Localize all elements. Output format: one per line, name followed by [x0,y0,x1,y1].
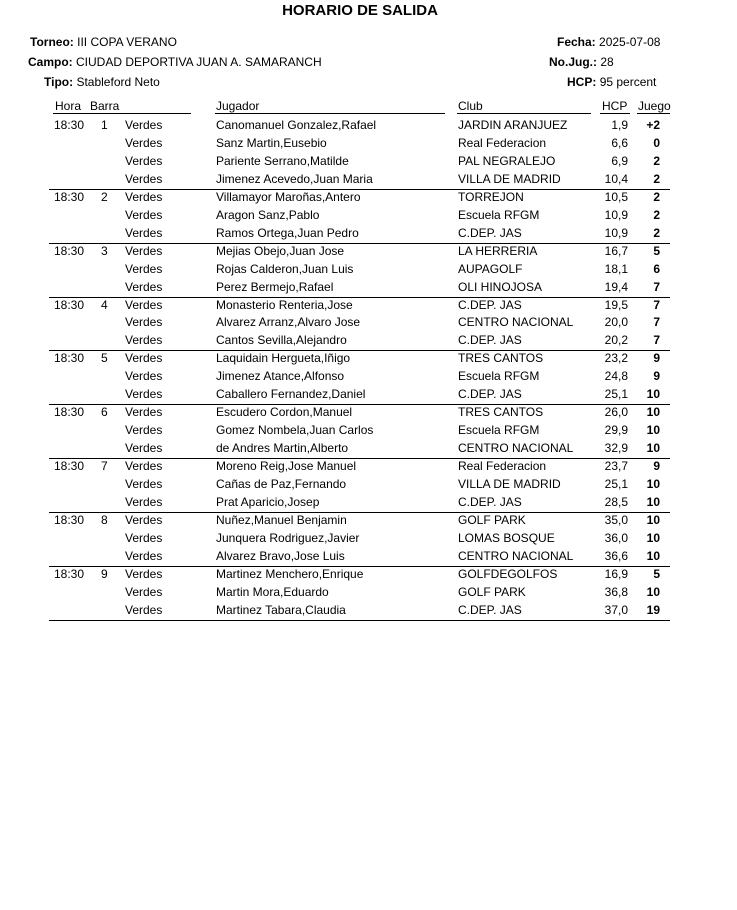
player-hcp: 10,9 [604,207,628,222]
column-header-barra: Barra [90,99,120,113]
tee-number: 3 [101,243,108,258]
player-name: Nuñez,Manuel Benjamin [216,512,347,527]
player-name: Jimenez Acevedo,Juan Maria [216,171,373,186]
hcp-value: 95 percent [599,75,657,89]
player-club: C.DEP. JAS [458,602,522,617]
tee-color: Verdes [125,351,163,366]
player-name: Laquidain Hergueta,Iñigo [216,351,351,366]
player-name: Monasterio Renteria,Jose [216,297,353,312]
nojug-value: 28 [600,55,614,69]
player-juego: 2 [653,189,660,204]
player-hcp: 16,9 [604,566,628,581]
player-club: LA HERRERIA [458,243,538,258]
tee-color: Verdes [125,243,163,258]
player-name: Prat Aparicio,Josep [216,494,320,509]
column-header-hora: Hora [55,99,82,113]
player-hcp: 16,7 [604,243,628,258]
player-name: Alvarez Bravo,Jose Luis [216,548,345,563]
tee-time: 18:30 [54,118,85,132]
player-juego: 10 [646,512,660,527]
column-header-juego: Juego [638,99,671,113]
player-hcp: 10,9 [604,225,628,240]
player-club: C.DEP. JAS [458,387,522,402]
tee-time: 18:30 [54,459,85,474]
tee-color: Verdes [125,189,163,204]
nojug-label: No.Jug.: [549,55,597,69]
player-juego: 10 [646,530,660,545]
tee-number: 2 [101,189,108,204]
tee-color: Verdes [125,548,163,563]
player-club: TORREJON [458,189,524,204]
tee-time: 18:30 [54,405,85,420]
player-juego: 10 [646,548,660,563]
tee-color: Verdes [125,118,163,132]
player-club: GOLF PARK [458,584,526,599]
player-hcp: 10,4 [604,171,628,186]
player-hcp: 20,2 [604,333,628,348]
tee-color: Verdes [125,279,163,294]
player-juego: 5 [653,243,660,258]
player-name: Cañas de Paz,Fernando [216,477,347,491]
tee-number: 6 [101,405,108,420]
player-club: OLI HINOJOSA [458,279,543,294]
tee-time: 18:30 [54,566,85,581]
player-juego: 2 [653,171,660,186]
tee-number: 4 [101,297,108,312]
tee-number: 8 [101,512,108,527]
player-juego: 10 [646,387,660,402]
player-hcp: 20,0 [604,315,628,330]
tee-color: Verdes [125,405,163,420]
player-club: LOMAS BOSQUE [458,530,555,545]
player-name: Caballero Fernandez,Daniel [216,387,366,402]
player-club: AUPAGOLF [458,261,523,276]
tee-color: Verdes [125,225,163,240]
tee-time: 18:30 [54,189,85,204]
tee-color: Verdes [125,512,163,527]
tee-color: Verdes [125,315,163,330]
player-name: Mejias Obejo,Juan Jose [216,243,345,258]
player-name: Canomanuel Gonzalez,Rafael [216,118,377,132]
player-hcp: 37,0 [604,602,628,617]
player-club: VILLA DE MADRID [458,171,561,186]
tee-color: Verdes [125,530,163,545]
tee-number: 5 [101,351,108,366]
player-juego: 10 [646,477,660,491]
player-juego: 7 [653,279,660,294]
player-juego: 2 [653,207,660,222]
player-club: GOLFDEGOLFOS [458,566,558,581]
tee-color: Verdes [125,602,163,617]
player-hcp: 19,4 [604,279,628,294]
player-hcp: 6,6 [611,135,628,150]
player-hcp: 18,1 [604,261,628,276]
player-name: Escudero Cordon,Manuel [216,405,353,420]
player-club: Escuela RFGM [458,423,540,438]
player-name: Martinez Tabara,Claudia [216,602,346,617]
player-juego: 10 [646,405,660,420]
header-underline [53,113,191,114]
player-hcp: 1,9 [611,118,628,132]
tipo-value: Stableford Neto [76,75,160,89]
tee-color: Verdes [125,171,163,186]
tee-color: Verdes [125,441,163,456]
header-underline [600,113,630,114]
player-name: Moreno Reig,Jose Manuel [216,459,357,474]
player-juego: 10 [646,584,660,599]
column-header-club: Club [458,99,483,113]
tee-color: Verdes [125,387,163,402]
player-club: PAL NEGRALEJO [458,153,556,168]
nojug-field [549,55,614,69]
player-club: Escuela RFGM [458,369,540,384]
tee-number: 9 [101,566,108,581]
player-name: Martin Mora,Eduardo [216,584,329,599]
campo-field [28,55,322,69]
player-hcp: 35,0 [604,512,628,527]
tee-color: Verdes [125,261,163,276]
tee-color: Verdes [125,423,163,438]
player-club: GOLF PARK [458,512,526,527]
player-juego: 10 [646,423,660,438]
player-hcp: 26,0 [604,405,628,420]
player-juego: 10 [646,441,660,456]
tee-color: Verdes [125,459,163,474]
tee-color: Verdes [125,333,163,348]
campo-label: Campo: [28,55,73,69]
player-name: Sanz Martin,Eusebio [216,135,327,150]
player-juego: 9 [653,459,660,474]
player-juego: 7 [653,333,660,348]
player-name: Perez Bermejo,Rafael [216,279,334,294]
player-hcp: 25,1 [604,477,628,491]
torneo-field [30,35,177,49]
player-hcp: 36,8 [604,584,628,599]
player-club: C.DEP. JAS [458,225,522,240]
tee-color: Verdes [125,207,163,222]
player-hcp: 6,9 [611,153,628,168]
tee-color: Verdes [125,477,163,491]
player-hcp: 32,9 [604,441,628,456]
tipo-label: Tipo: [44,75,74,89]
player-name: Aragon Sanz,Pablo [216,207,320,222]
hcp-label: HCP: [567,75,597,89]
fecha-label: Fecha: [557,35,596,49]
player-hcp: 29,9 [604,423,628,438]
tee-time: 18:30 [54,297,85,312]
tee-color: Verdes [125,494,163,509]
player-hcp: 36,0 [604,530,628,545]
player-club: C.DEP. JAS [458,333,522,348]
player-name: Gomez Nombela,Juan Carlos [216,423,374,438]
column-header-hcp: HCP [602,99,628,113]
player-juego: 0 [653,135,660,150]
tee-color: Verdes [125,153,163,168]
tee-number: 7 [101,459,108,474]
player-name: Cantos Sevilla,Alejandro [216,333,347,348]
tipo-field [44,75,160,89]
player-hcp: 36,6 [604,548,628,563]
torneo-value: III COPA VERANO [77,35,177,49]
tee-time: 18:30 [54,351,85,366]
player-hcp: 24,8 [604,369,628,384]
player-hcp: 28,5 [604,494,628,509]
player-juego: 2 [653,225,660,240]
player-juego: 19 [646,602,660,617]
player-club: CENTRO NACIONAL [458,315,574,330]
header-underline [457,113,591,114]
player-club: Real Federacion [458,135,547,150]
tee-color: Verdes [125,566,163,581]
player-name: de Andres Martin,Alberto [216,441,349,456]
tee-color: Verdes [125,369,163,384]
fecha-field [557,35,660,49]
tee-color: Verdes [125,584,163,599]
player-hcp: 19,5 [604,297,628,312]
player-club: VILLA DE MADRID [458,477,561,491]
tee-time: 18:30 [54,512,85,527]
player-club: CENTRO NACIONAL [458,548,574,563]
player-name: Jimenez Atance,Alfonso [216,369,345,384]
player-name: Alvarez Arranz,Alvaro Jose [216,315,361,330]
player-hcp: 23,2 [604,351,628,366]
page-title: HORARIO DE SALIDA [282,2,438,19]
tee-time: 18:30 [54,243,85,258]
player-juego: 2 [653,153,660,168]
header-underline [215,113,445,114]
player-club: C.DEP. JAS [458,494,522,509]
player-juego: 10 [646,494,660,509]
player-name: Junquera Rodriguez,Javier [216,530,360,545]
group-divider [49,620,670,621]
player-name: Villamayor Maroñas,Antero [216,189,361,204]
player-juego: 6 [653,261,660,276]
player-hcp: 10,5 [604,189,628,204]
header-underline [637,113,670,114]
tee-number: 1 [101,118,108,132]
player-club: Real Federacion [458,459,547,474]
player-name: Martinez Menchero,Enrique [216,566,364,581]
tee-color: Verdes [125,135,163,150]
player-club: C.DEP. JAS [458,297,522,312]
torneo-label: Torneo: [30,35,74,49]
fecha-value: 2025-07-08 [599,35,661,49]
player-hcp: 23,7 [604,459,628,474]
campo-value: CIUDAD DEPORTIVA JUAN A. SAMARANCH [76,55,322,69]
player-club: TRES CANTOS [458,405,544,420]
player-juego: 7 [653,297,660,312]
player-club: JARDIN ARANJUEZ [458,118,568,132]
player-juego: 7 [653,315,660,330]
player-name: Pariente Serrano,Matilde [216,153,349,168]
column-header-jugador: Jugador [216,99,260,113]
player-juego: 9 [653,369,660,384]
player-club: Escuela RFGM [458,207,540,222]
player-juego: 5 [653,566,660,581]
tee-color: Verdes [125,297,163,312]
player-club: CENTRO NACIONAL [458,441,574,456]
player-name: Ramos Ortega,Juan Pedro [216,225,359,240]
hcp-field [567,75,656,89]
player-hcp: 25,1 [604,387,628,402]
player-name: Rojas Calderon,Juan Luis [216,261,354,276]
player-club: TRES CANTOS [458,351,544,366]
player-juego: +2 [646,118,660,132]
player-juego: 9 [653,351,660,366]
